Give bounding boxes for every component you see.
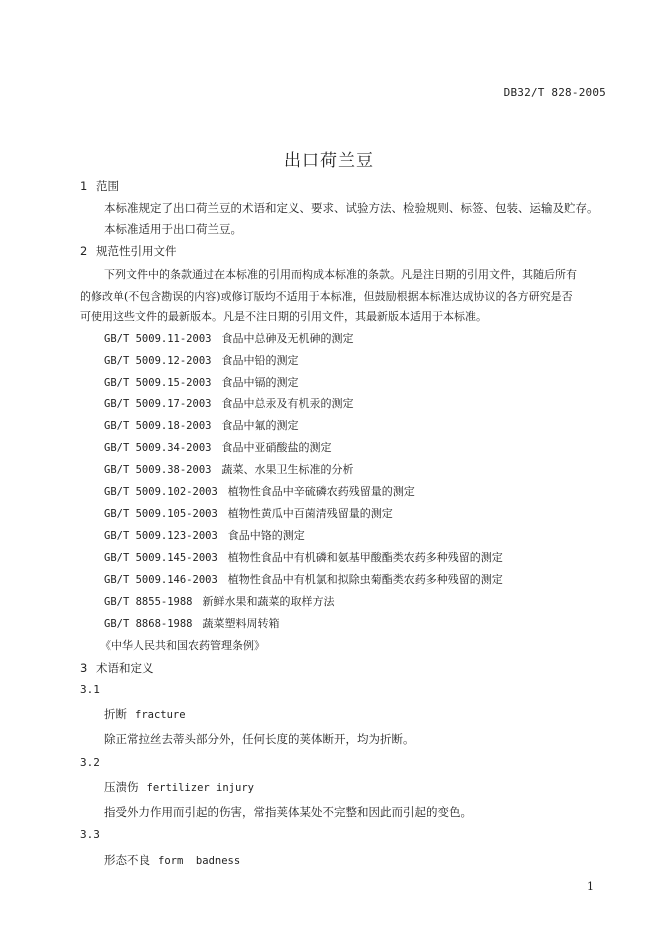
section-2-number: 2 bbox=[80, 244, 88, 258]
reference-item: GB/T 5009.17-2003 食品中总汞及有机汞的测定 bbox=[104, 397, 354, 410]
reference-item: GB/T 5009.146-2003 植物性食品中有机氯和拟除虫菊酯类农药多种残留的测定 bbox=[104, 573, 503, 586]
term-number: 3.2 bbox=[80, 756, 100, 769]
reference-item: GB/T 5009.15-2003 食品中镉的测定 bbox=[104, 376, 299, 389]
reference-item: GB/T 5009.38-2003 蔬菜、水果卫生标准的分析 bbox=[104, 463, 354, 476]
term-entry bbox=[104, 706, 186, 722]
section-3-number: 3 bbox=[80, 661, 88, 675]
section-2-heading bbox=[80, 243, 177, 259]
term-zh: 形态不良 bbox=[104, 853, 150, 867]
reference-item: GB/T 5009.123-2003 食品中铬的测定 bbox=[104, 529, 305, 542]
reference-item: GB/T 8868-1988 蔬菜塑料周转箱 bbox=[104, 617, 280, 630]
section-2-paragraph-line-1: 下列文件中的条款通过在本标准的引用而构成本标准的条款。凡是注日期的引用文件，其随后所有 bbox=[104, 268, 577, 281]
section-1-heading bbox=[80, 178, 119, 194]
section-1-paragraph-1: 本标准规定了出口荷兰豆的术语和定义、要求、试验方法、检验规则、标签、包装、运输及贮存。 bbox=[104, 201, 599, 215]
term-entry bbox=[104, 779, 254, 795]
term-en: fracture bbox=[135, 709, 186, 721]
term-number: 3.1 bbox=[80, 683, 100, 696]
section-3-title: 术语和定义 bbox=[96, 661, 154, 675]
reference-item: GB/T 5009.105-2003 植物性黄瓜中百菌清残留量的测定 bbox=[104, 507, 393, 520]
section-3-heading bbox=[80, 660, 154, 676]
reference-item: GB/T 5009.18-2003 食品中氟的测定 bbox=[104, 419, 299, 432]
term-zh: 折断 bbox=[104, 707, 127, 721]
reference-item: GB/T 8855-1988 新鲜水果和蔬菜的取样方法 bbox=[104, 595, 335, 608]
term-definition: 指受外力作用而引起的伤害，常指荚体某处不完整和因此而引起的变色。 bbox=[104, 805, 472, 819]
term-definition: 除正常拉丝去蒂头部分外，任何长度的荚体断开，均为折断。 bbox=[104, 732, 415, 746]
section-2-title: 规范性引用文件 bbox=[96, 244, 177, 258]
term-en: fertilizer injury bbox=[146, 782, 254, 794]
reference-item: GB/T 5009.145-2003 植物性食品中有机磷和氨基甲酸酯类农药多种残留的测定 bbox=[104, 551, 503, 564]
section-2-paragraph-line-2: 的修改单(不包含勘误的内容)或修订版均不适用于本标准，但鼓励根据本标准达成协议的各方研究是否 bbox=[80, 290, 573, 303]
reference-item: GB/T 5009.11-2003 食品中总砷及无机砷的测定 bbox=[104, 332, 354, 345]
term-zh: 压溃伤 bbox=[104, 780, 139, 794]
reference-item: GB/T 5009.12-2003 食品中铅的测定 bbox=[104, 354, 299, 367]
section-1-title: 范围 bbox=[96, 179, 119, 193]
term-entry bbox=[104, 852, 240, 868]
section-1-number: 1 bbox=[80, 179, 88, 193]
reference-item: GB/T 5009.102-2003 植物性食品中辛硫磷农药残留量的测定 bbox=[104, 485, 415, 498]
term-en: form badness bbox=[158, 855, 241, 867]
document-code: DB32/T 828-2005 bbox=[503, 86, 606, 99]
reference-item: GB/T 5009.34-2003 食品中亚硝酸盐的测定 bbox=[104, 441, 332, 454]
section-1-paragraph-2: 本标准适用于出口荷兰豆。 bbox=[104, 222, 242, 236]
regulation-reference: 《中华人民共和国农药管理条例》 bbox=[100, 639, 265, 652]
page-number: 1 bbox=[587, 880, 594, 893]
section-2-paragraph-line-3: 可使用这些文件的最新版本。凡是不注日期的引用文件，其最新版本适用于本标准。 bbox=[80, 310, 487, 323]
document-title: 出口荷兰豆 bbox=[284, 151, 374, 171]
term-number: 3.3 bbox=[80, 828, 100, 841]
